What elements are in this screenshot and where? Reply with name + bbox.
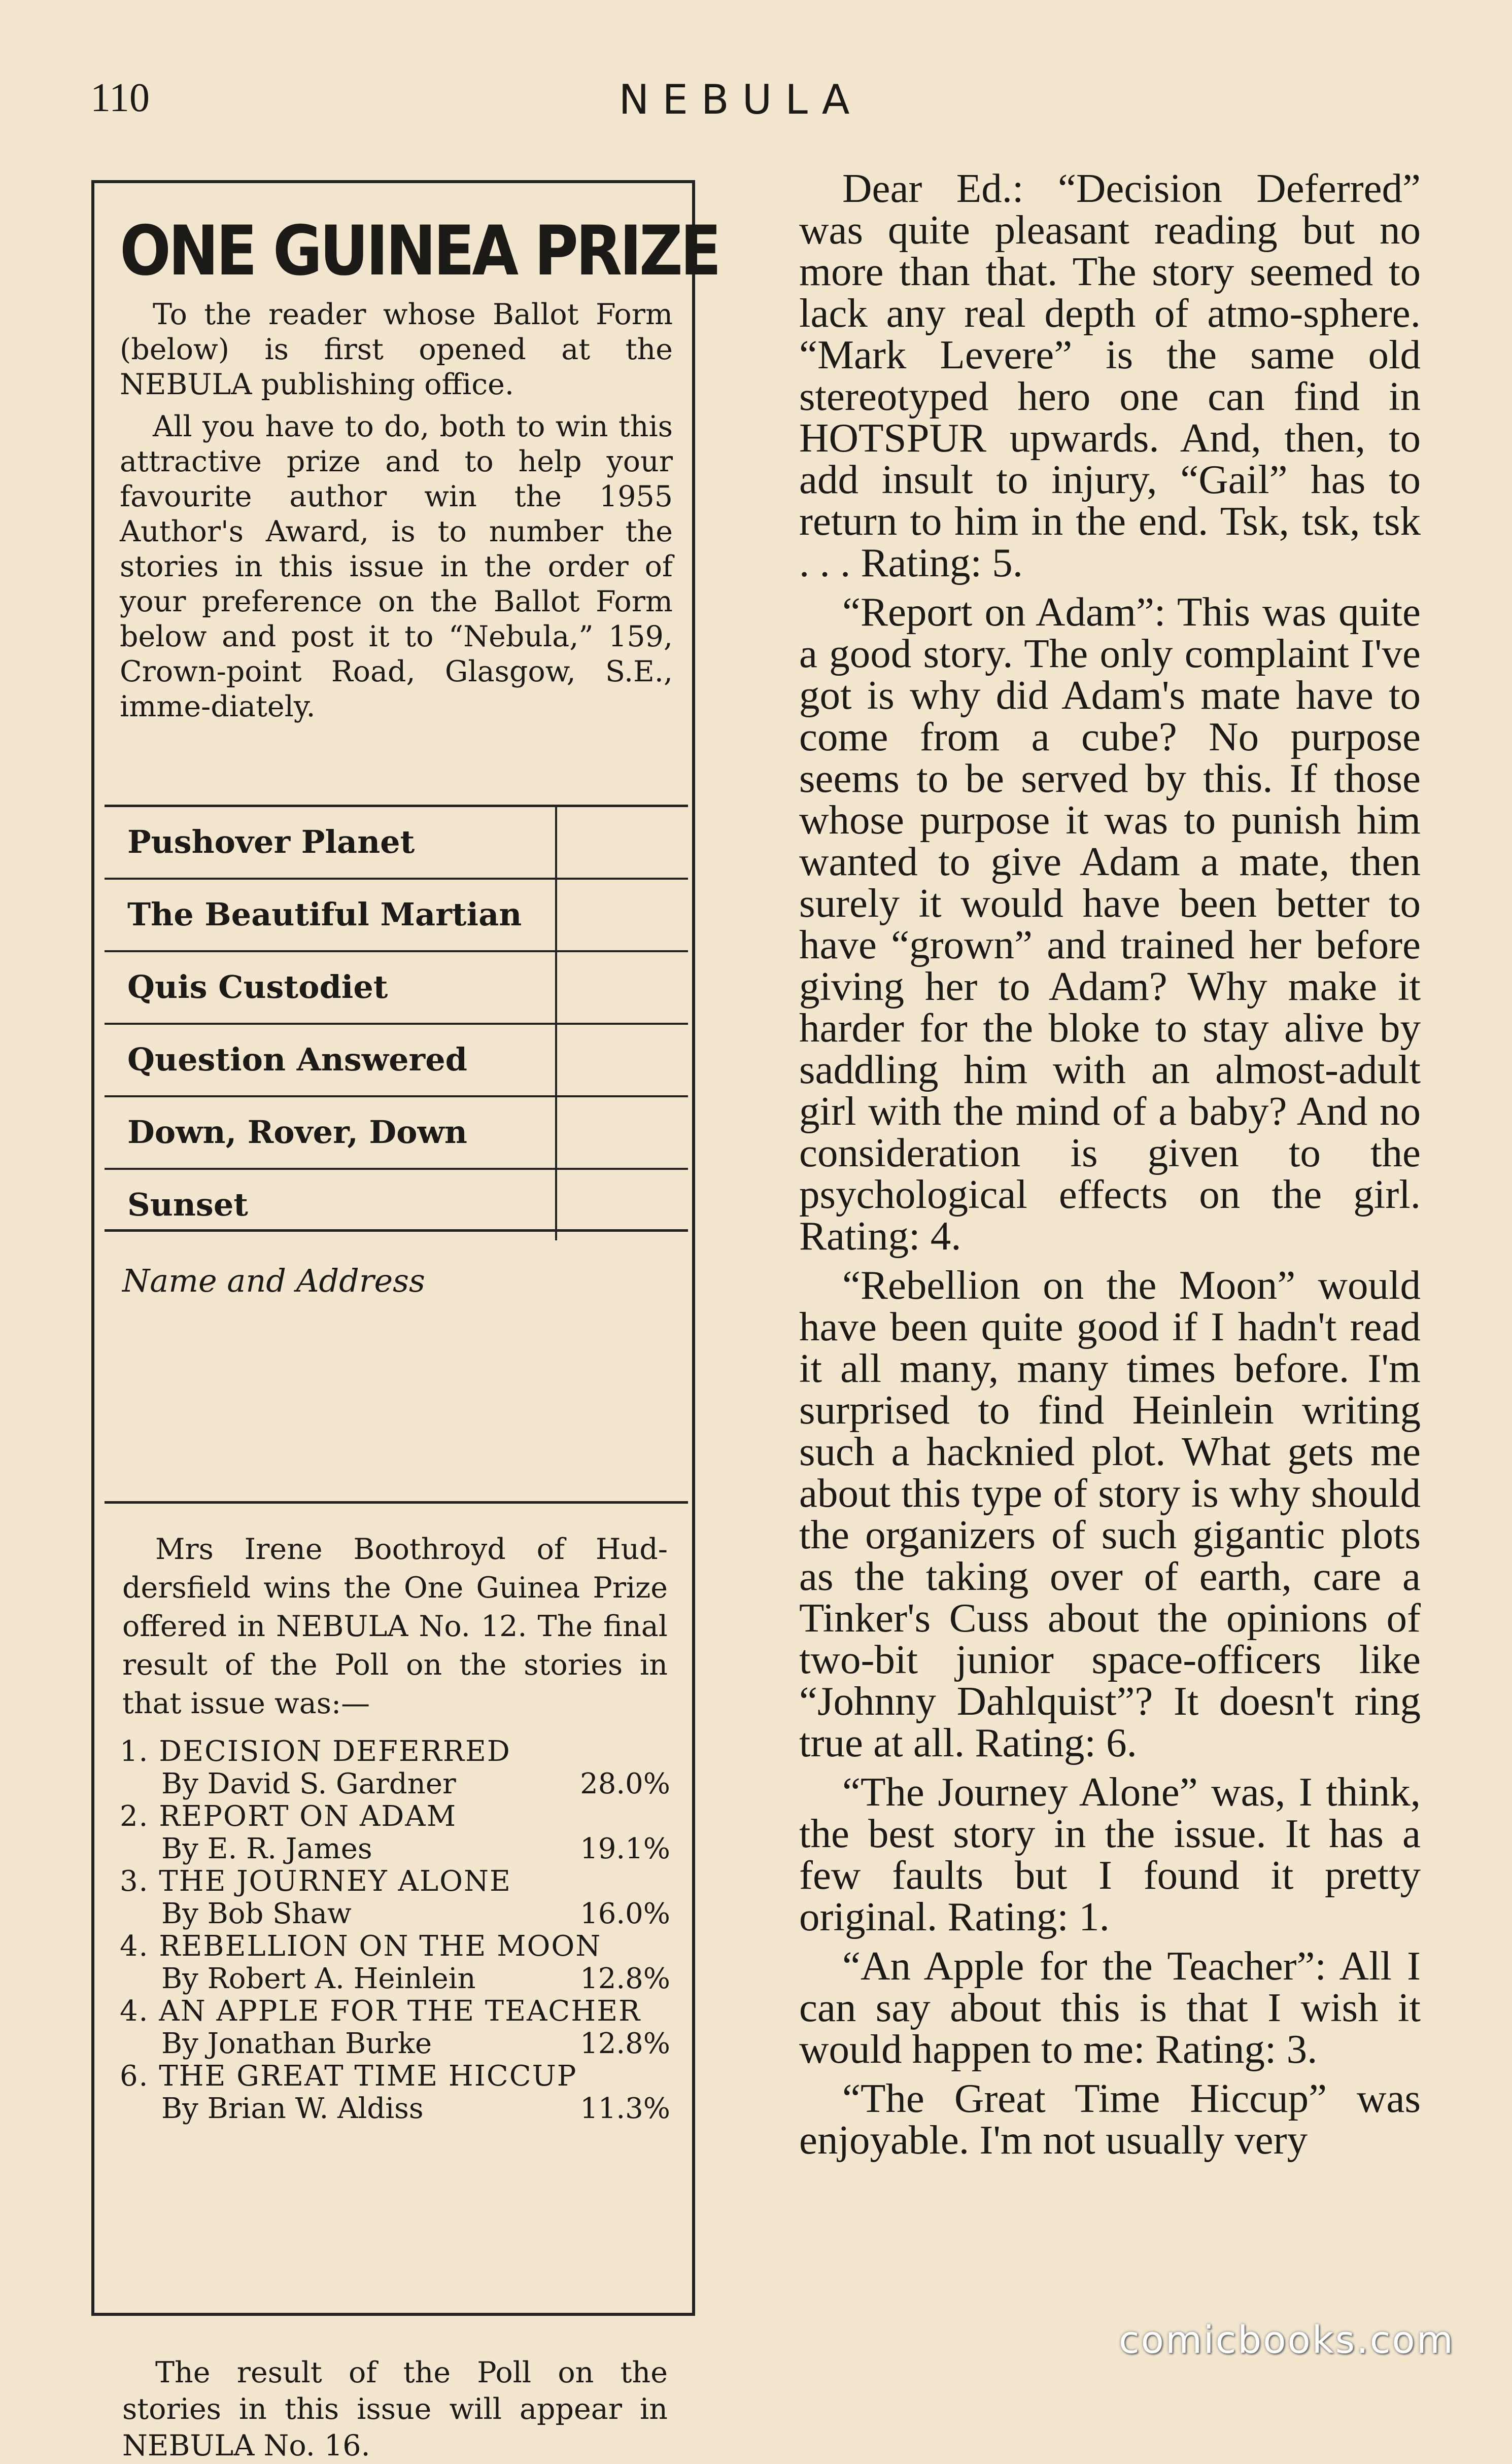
intro-paragraph: All you have to do, both to win this attractive prize and to help your favourite author win the 1955 Author's Award, is to number the stories in this issue in the order of your preference on the Ballot Form below and post it to “Nebula,” 159, Crown-point Road, Glasgow, S.E., imme-diately. bbox=[120, 410, 673, 723]
result-title bbox=[120, 1736, 670, 1768]
result-author: By Robert A. Heinlein bbox=[161, 1962, 476, 1995]
winner-announcement: Mrs Irene Boothroyd of Hud-dersfield wins the One Guinea Prize offered in NEBULA No. 12. The final result of the Poll on the stories in that issue was:— bbox=[122, 1533, 668, 1720]
page-number: 110 bbox=[90, 76, 150, 120]
result-author: By Bob Shaw bbox=[161, 1897, 352, 1930]
result-percent: 28.0% bbox=[580, 1767, 670, 1800]
poll-notice: The result of the Poll on the stories in this issue will appear in NEBULA No. 16. bbox=[122, 2356, 668, 2462]
vote-cell[interactable] bbox=[555, 1025, 688, 1095]
result-rank: 2. bbox=[120, 1800, 149, 1833]
result-author-line bbox=[120, 1963, 670, 1995]
vote-cell[interactable] bbox=[555, 952, 688, 1023]
form-divider bbox=[105, 1229, 688, 1232]
result-entry bbox=[120, 1930, 670, 1995]
result-story: REBELLION ON THE MOON bbox=[159, 1930, 602, 1963]
result-title bbox=[120, 1865, 670, 1898]
result-rank: 4. bbox=[120, 1930, 149, 1963]
result-author-line bbox=[120, 2093, 670, 2125]
letter-paragraph: “An Apple for the Teacher”: All I can say about this is that I wish it would happen to me: Rating: 3. bbox=[799, 1943, 1421, 2072]
result-author-line bbox=[120, 1833, 670, 1865]
letter-paragraph: “The Great Time Hiccup” was enjoyable. I'm not usually very bbox=[799, 2075, 1421, 2163]
result-author: By David S. Gardner bbox=[161, 1767, 456, 1800]
result-author: By E. R. James bbox=[161, 1832, 372, 1865]
ballot-row bbox=[105, 952, 688, 1025]
vote-cell[interactable] bbox=[555, 1097, 688, 1168]
prize-intro bbox=[120, 297, 673, 732]
result-entry bbox=[120, 1800, 670, 1865]
result-rank: 6. bbox=[120, 2060, 149, 2093]
prize-title: ONE GUINEA PRIZE bbox=[120, 211, 719, 291]
result-story: THE JOURNEY ALONE bbox=[159, 1865, 511, 1898]
story-name: The Beautiful Martian bbox=[127, 896, 522, 933]
letter-paragraph: “Rebellion on the Moon” would have been quite good if I hadn't read it all many, many times before. I'm surprised to find Heinlein writing such a hacknied plot. What gets me about this type of story is why should the organizers of such gigantic plots as the taking over of earth, care a Tinker's Cuss about the opinions of two-bit junior space-officers like “Johnny Dahlquist”? It doesn't ring true at all. Rating: 6. bbox=[799, 1262, 1421, 1765]
story-name: Question Answered bbox=[127, 1041, 468, 1078]
result-title bbox=[120, 1800, 670, 1833]
result-percent: 11.3% bbox=[580, 2092, 670, 2125]
result-rank: 1. bbox=[120, 1735, 149, 1768]
watermark: comicbooks.com bbox=[1119, 2318, 1455, 2362]
result-title bbox=[120, 1995, 670, 2028]
result-story: DECISION DEFERRED bbox=[159, 1735, 511, 1768]
result-percent: 12.8% bbox=[580, 1962, 670, 1995]
result-percent: 12.8% bbox=[580, 2027, 670, 2060]
result-story: THE GREAT TIME HICCUP bbox=[159, 2060, 577, 2093]
result-author-line bbox=[120, 1768, 670, 1800]
result-story: AN APPLE FOR THE TEACHER bbox=[159, 1995, 641, 2028]
story-name: Pushover Planet bbox=[127, 823, 415, 860]
ballot-box bbox=[91, 180, 719, 2462]
result-percent: 19.1% bbox=[580, 1832, 670, 1865]
result-story: REPORT ON ADAM bbox=[159, 1800, 457, 1833]
letter-paragraph: Dear Ed.: “Decision Deferred” was quite pleasant reading but no more than that. The story seemed to lack any real depth of atmo-sphere. “Mark Levere” is the same old stereotyped hero one can find in HOTSPUR upwards. And, then, to add insult to injury, “Gail” has to return to him in the end. Tsk, tsk, tsk . . . Rating: 5. bbox=[799, 165, 1421, 585]
result-entry bbox=[120, 2060, 670, 2125]
result-author: By Jonathan Burke bbox=[161, 2027, 432, 2060]
ballot-row bbox=[105, 1025, 688, 1097]
reader-letter bbox=[799, 167, 1421, 2168]
running-head: NEBULA bbox=[618, 76, 863, 123]
result-author-line bbox=[120, 2028, 670, 2060]
intro-paragraph: To the reader whose Ballot Form (below) is first opened at the NEBULA publishing office. bbox=[120, 298, 673, 401]
result-title bbox=[120, 1930, 670, 1963]
vote-cell[interactable] bbox=[555, 807, 688, 878]
story-name: Quis Custodiet bbox=[127, 968, 388, 1005]
result-title bbox=[120, 2060, 670, 2093]
result-rank: 3. bbox=[120, 1865, 149, 1898]
ballot-form bbox=[105, 805, 688, 1240]
vote-cell[interactable] bbox=[555, 880, 688, 950]
letter-paragraph: “The Journey Alone” was, I think, the best story in the issue. It has a few faults but I found it pretty original. Rating: 1. bbox=[799, 1769, 1421, 1939]
poll-results bbox=[120, 1736, 670, 2125]
result-rank: 4. bbox=[120, 1995, 149, 2028]
result-entry bbox=[120, 1865, 670, 1930]
story-name: Sunset bbox=[127, 1186, 248, 1223]
letter-paragraph: “Report on Adam”: This was quite a good story. The only complaint I've got is why did Adam's mate have to come from a cube? No purpose seems to be served by this. If those whose purpose it was to punish him wanted to give Adam a mate, then surely it would have been better to have “grown” and trained her before giving her to Adam? Why make it harder for the bloke to stay alive by saddling him with an almost-adult girl with the mind of a baby? And no consideration is given to the psychological effects on the girl. Rating: 4. bbox=[799, 589, 1421, 1259]
name-address-label: Name and Address bbox=[122, 1262, 425, 1299]
form-divider bbox=[105, 1501, 688, 1504]
result-entry bbox=[120, 1736, 670, 1800]
result-percent: 16.0% bbox=[580, 1897, 670, 1930]
result-entry bbox=[120, 1995, 670, 2060]
story-name: Down, Rover, Down bbox=[127, 1114, 467, 1151]
result-author-line bbox=[120, 1898, 670, 1930]
ballot-row bbox=[105, 1097, 688, 1170]
ballot-row bbox=[105, 880, 688, 952]
ballot-row bbox=[105, 807, 688, 880]
result-author: By Brian W. Aldiss bbox=[161, 2092, 424, 2125]
